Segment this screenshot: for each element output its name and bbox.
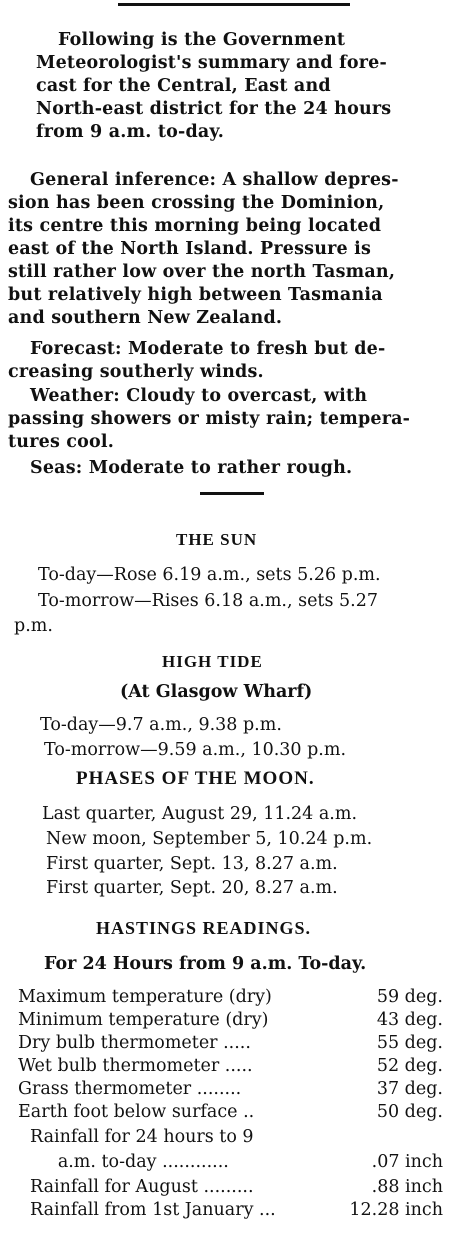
- top-rule: [118, 3, 350, 6]
- reading-row: [18, 1033, 443, 1057]
- reading-label: Maximum temperature (dry): [18, 987, 272, 1007]
- reading-label: Rainfall from 1st January ...: [30, 1200, 276, 1220]
- forecast-line: creasing southerly winds.: [8, 362, 264, 382]
- summary-line: cast for the Central, East and: [36, 76, 331, 96]
- reading-row: [18, 1102, 443, 1126]
- reading-row: [30, 1152, 443, 1176]
- reading-value: 59 deg.: [376, 987, 443, 1007]
- reading-value: 37 deg.: [376, 1079, 443, 1099]
- inference-line: sion has been crossing the Dominion,: [8, 193, 385, 213]
- inference-line: but relatively high between Tasmania: [8, 285, 383, 305]
- reading-label: a.m. to-day ............: [30, 1152, 229, 1172]
- reading-value: 52 deg.: [376, 1056, 443, 1076]
- reading-row: [18, 1010, 443, 1034]
- reading-label: Dry bulb thermometer .....: [18, 1033, 251, 1053]
- reading-value: .88 inch: [371, 1177, 443, 1197]
- summary-line: Following is the Government: [58, 30, 346, 50]
- weather-line: passing showers or misty rain; tempera-: [8, 409, 411, 429]
- inference-line: still rather low over the north Tasman,: [8, 262, 396, 282]
- reading-value: 50 deg.: [376, 1102, 443, 1122]
- reading-row: [30, 1127, 443, 1151]
- summary-line: Meteorologist's summary and fore-: [36, 53, 387, 73]
- reading-label: Wet bulb thermometer .....: [18, 1056, 253, 1076]
- inference-line: General inference: A shallow depres-: [30, 170, 399, 190]
- tide-subheading: (At Glasgow Wharf): [120, 682, 313, 702]
- forecast-line: Forecast: Moderate to fresh but de-: [30, 339, 386, 359]
- section-rule: [200, 492, 264, 495]
- reading-row: [30, 1200, 443, 1224]
- reading-row: [18, 1079, 443, 1103]
- moon-line: First quarter, Sept. 13, 8.27 a.m.: [46, 854, 338, 874]
- summary-line: North-east district for the 24 hours: [36, 99, 392, 119]
- tide-line: To-day—9.7 a.m., 9.38 p.m.: [40, 715, 282, 735]
- moon-line: Last quarter, August 29, 11.24 a.m.: [42, 804, 358, 824]
- seas-line: Seas: Moderate to rather rough.: [30, 458, 353, 478]
- weather-line: Weather: Cloudy to overcast, with: [30, 386, 368, 406]
- reading-value: 43 deg.: [376, 1010, 443, 1030]
- inference-line: east of the North Island. Pressure is: [8, 239, 372, 259]
- sun-line: To-morrow—Rises 6.18 a.m., sets 5.27: [38, 591, 378, 611]
- moon-line: First quarter, Sept. 20, 8.27 a.m.: [46, 878, 338, 898]
- summary-line: from 9 a.m. to-day.: [36, 122, 225, 142]
- moon-line: New moon, September 5, 10.24 p.m.: [46, 829, 373, 849]
- reading-label: Rainfall for 24 hours to 9: [30, 1127, 254, 1147]
- reading-row: [18, 987, 443, 1011]
- reading-row: [30, 1177, 443, 1201]
- sun-line: p.m.: [14, 616, 53, 636]
- weather-line: tures cool.: [8, 432, 115, 452]
- readings-subheading: For 24 Hours from 9 a.m. To-day.: [44, 954, 367, 974]
- reading-value: 55 deg.: [376, 1033, 443, 1053]
- reading-label: Grass thermometer ........: [18, 1079, 242, 1099]
- inference-line: and southern New Zealand.: [8, 308, 283, 328]
- inference-line: its centre this morning being located: [8, 216, 382, 236]
- reading-value: 12.28 inch: [349, 1200, 443, 1220]
- reading-label: Earth foot below surface ..: [18, 1102, 255, 1122]
- reading-label: Minimum temperature (dry): [18, 1010, 269, 1030]
- readings-heading: HASTINGS READINGS.: [96, 918, 312, 938]
- tide-line: To-morrow—9.59 a.m., 10.30 p.m.: [44, 740, 347, 760]
- reading-row: [18, 1056, 443, 1080]
- sun-line: To-day—Rose 6.19 a.m., sets 5.26 p.m.: [38, 565, 381, 585]
- moon-heading: PHASES OF THE MOON.: [76, 768, 315, 789]
- sun-heading: THE SUN: [176, 530, 258, 549]
- reading-label: Rainfall for August .........: [30, 1177, 254, 1197]
- reading-value: .07 inch: [371, 1152, 443, 1172]
- tide-heading: HIGH TIDE: [162, 652, 263, 671]
